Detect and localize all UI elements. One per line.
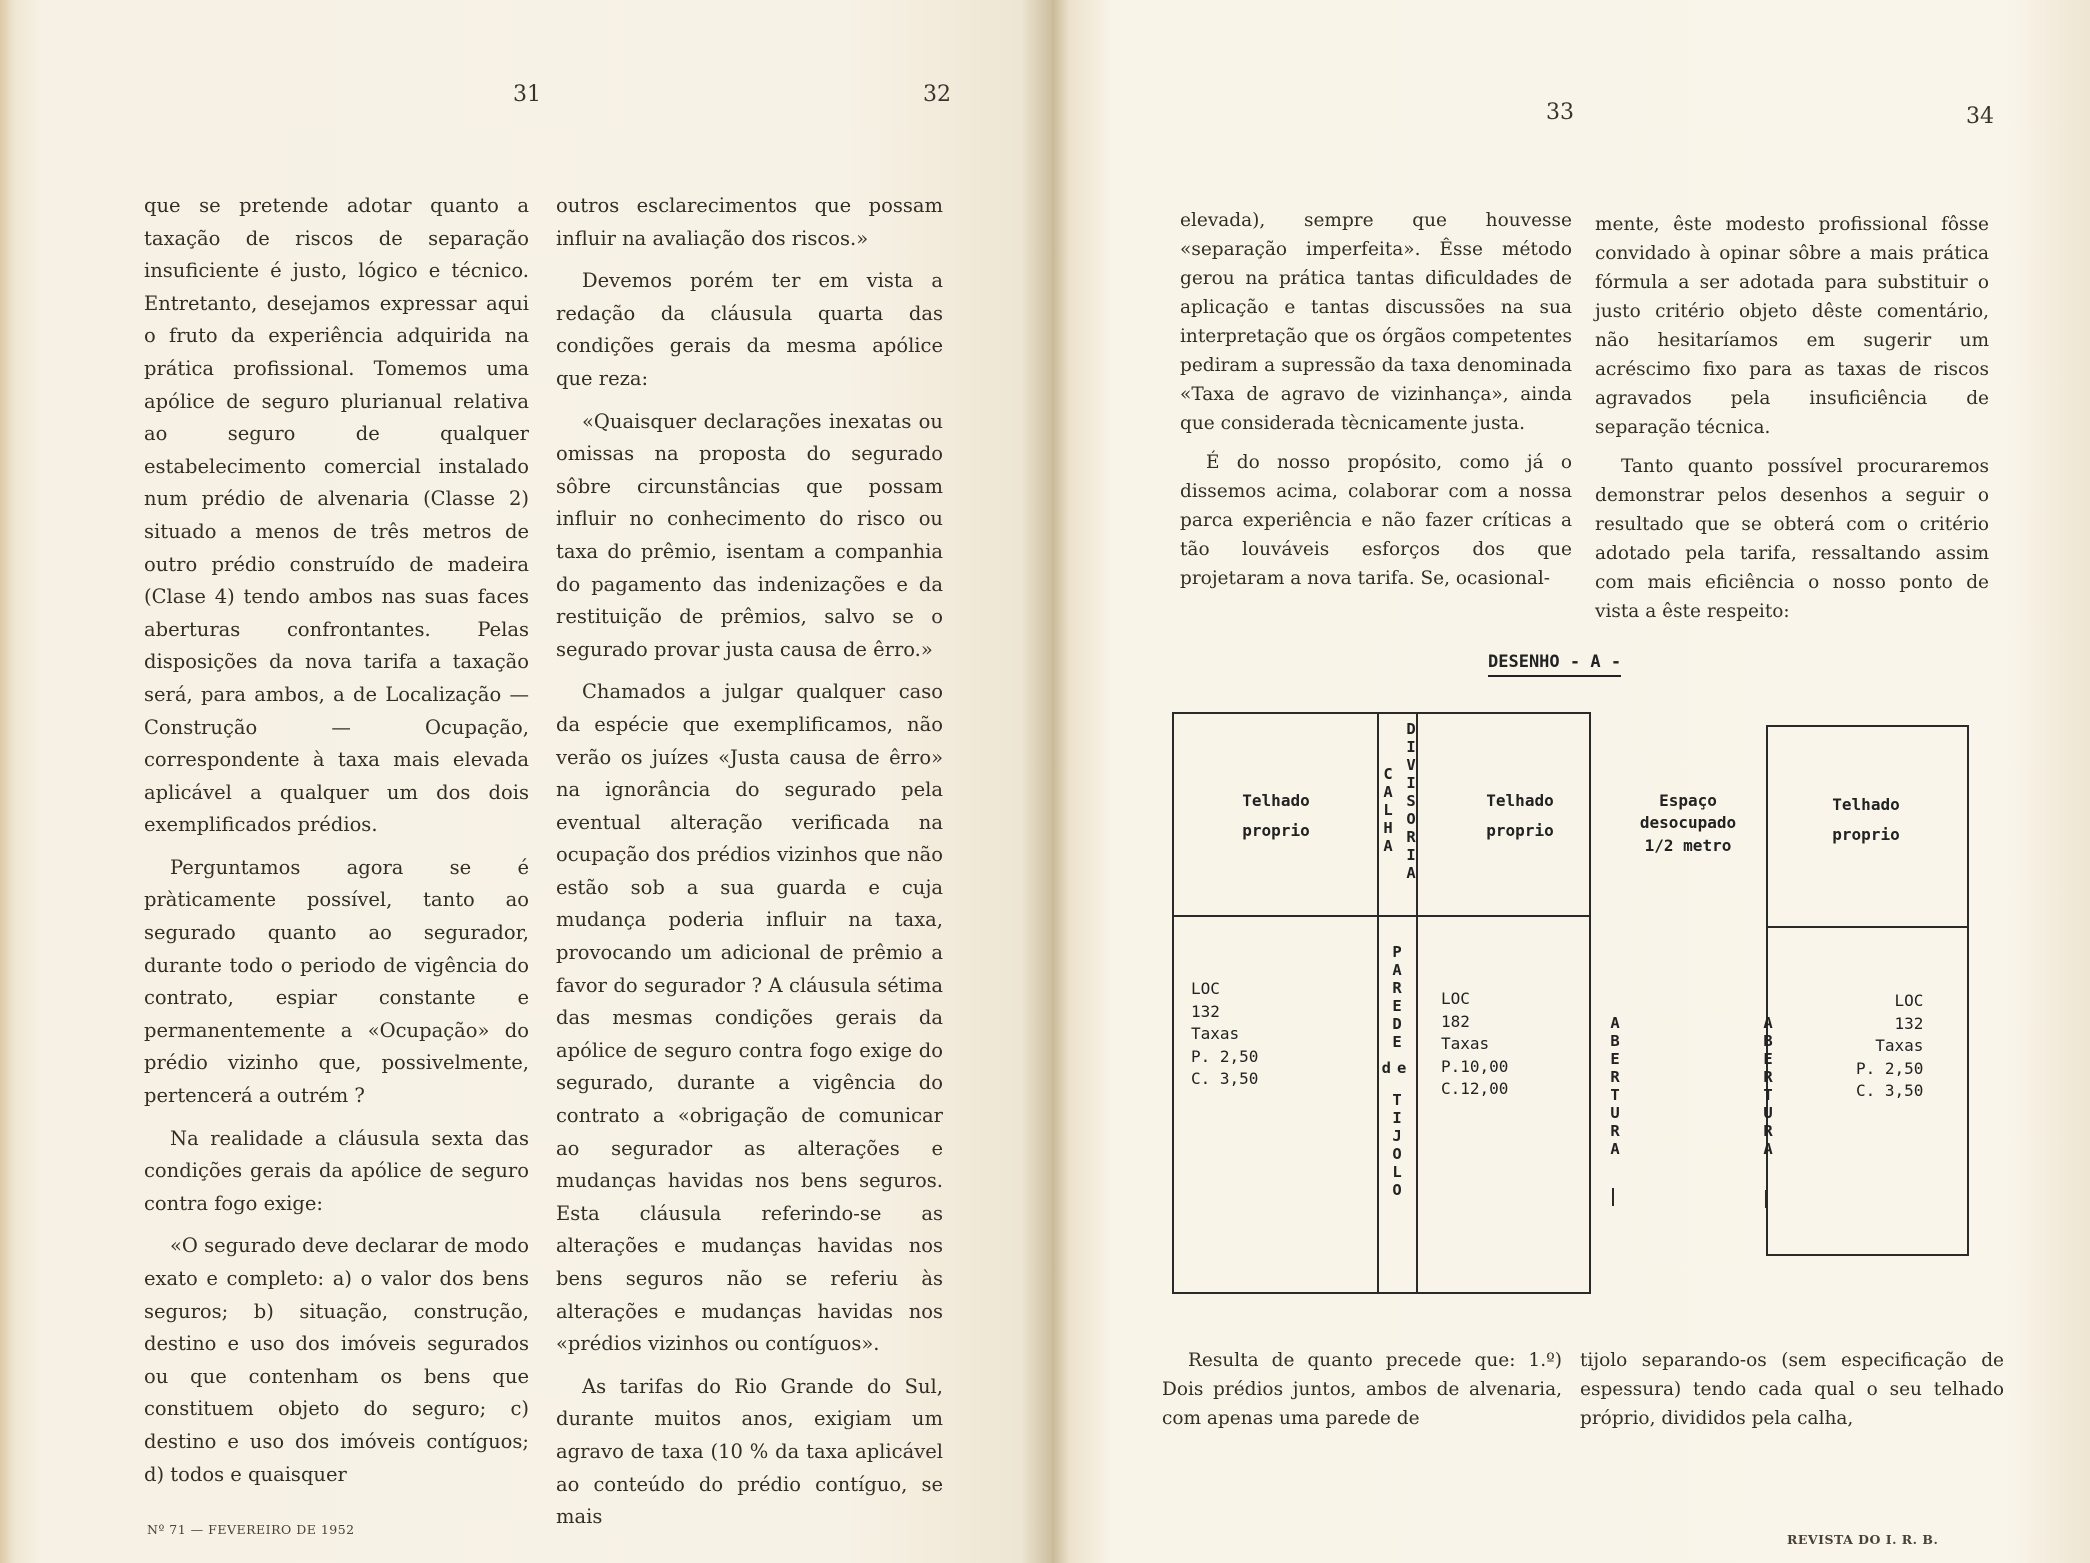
roof-label-1: Telhado proprio	[1242, 791, 1310, 841]
abertura-text-2: ABERTURA	[1759, 1014, 1777, 1158]
page-number-31: 31	[513, 82, 541, 107]
roof-label-2: Telhado proprio	[1486, 791, 1554, 841]
roof-label-3: Telhado proprio	[1832, 795, 1900, 845]
loc-block-1: LOC 132 Taxas P. 2,50 C. 3,50	[1191, 979, 1259, 1088]
parede-text-3: TIJOLO	[1388, 1091, 1406, 1199]
parede-text-2: de	[1381, 1059, 1413, 1077]
diagram-title: DESENHO - A -	[1488, 652, 1621, 677]
roof-line-left	[1172, 915, 1589, 917]
page31-paragraph-2: Perguntamos agora se é pràticamente possível, tanto ao segurado quanto ao segurador, durante todo o periodo de vigência do contrato, espiar constante e permanentemente a «Ocupação» do prédio vizinho que, possivelmente, pertencerá a outrém ?	[144, 855, 529, 1108]
calha-text: CALHA	[1379, 765, 1397, 855]
page32-paragraph-2: Devemos porém ter em vista a redação da cláusula quarta das condições gerais da mesma apólice que reza:	[556, 269, 943, 390]
page32-paragraph-3: Chamados a julgar qualquer caso da espécie que exemplificamos, não verão os juízes «Justa causa de êrro» na ignorância do segurado pela eventual alteração verificada na ocupação dos prédios vizinhos que não estão sob a sua guarda e cuja mudança poderia influir na taxa, provocando um adicional de prêmio a favor do segurador ? A cláusula sétima das mesmas condições gerais da apólice de seguro contra fogo exige do segurado, durante a vigência do contrato a «obrigação de comunicar ao segurador as alterações e mudanças havidas nos bens seguros. Esta cláusula referindo-se as alterações e mudanças havidas nos bens seguros não se referiu às alterações e mudanças havidas nos «prédios vizinhos ou contíguos».	[556, 680, 943, 1356]
calha-label	[1377, 765, 1397, 861]
page34-paragraph-1: mente, êste modesto profissional fôsse convidado à opinar sôbre a mais prática fórmula a ser adotada para substituir o justo critério objeto dêste comentário, não hesitaríamos em sugerir um acréscimo fixo para as taxas de riscos agravados pela insuficiência de separação técnica.	[1595, 214, 1989, 438]
espaco-label: Espaço desocupado 1/2 metro	[1639, 791, 1737, 855]
page33-paragraph-1: elevada), sempre que houvesse «separação imperfeita». Êsse método gerou na prática tantas dificuldades de aplicação e tantas discussões na sua interpretação que os órgãos competentes pediram a supressão da taxa denominada «Taxa de agravo de vizinhança», ainda que considerada tècnicamente justa.	[1180, 210, 1572, 434]
abertura-label-2	[1757, 1014, 1777, 1164]
page-number-32: 32	[923, 82, 951, 107]
parede-text-1: PAREDE	[1388, 943, 1406, 1051]
abertura-line-2	[1765, 1190, 1767, 1208]
abertura-label-1	[1604, 1014, 1624, 1164]
page31-quote: «O segurado deve declarar de modo exato e completo: a) o valor dos bens seguros; b) situação, construção, destino e uso dos imóveis segurados ou que contenham os bens que constituem objeto do seguro; c) destino e uso dos imóveis contíguos; d) todos e quaisquer	[144, 1234, 529, 1486]
page31-footer: Nº 71 — FEVEREIRO DE 1952	[147, 1522, 355, 1537]
page31-paragraph-1: que se pretende adotar quanto a taxação de riscos de separação insuficiente é justo, lógico e técnico. Entretanto, desejamos expressar aqui o fruto da experiência adquirida na prática profissional. Tomemos uma apólice de seguro plurianual relativa ao seguro de qualquer estabelecimento comercial instalado num prédio de alvenaria (Classe 2) situado a menos de três metros de outro prédio construído de madeira (Clase 4) tendo ambos nas suas faces aberturas confrontantes. Pelas disposições da nova tarifa a taxação será, para ambos, a de Localização — Construção — Ocupação, correspondente à taxa mais elevada aplicável a qualquer um dos dois exemplificados prédios.	[144, 194, 529, 837]
page-number-33: 33	[1546, 100, 1574, 125]
page34-paragraph-2: Tanto quanto possível procuraremos demonstrar pelos desenhos a seguir o resultado que se obterá com o critério adotado pela tarifa, ressaltando assim com mais eficiência o nosso ponto de vista a êste respeito:	[1595, 456, 1989, 622]
loc-block-2: LOC 182 Taxas P.10,00 C.12,00	[1441, 989, 1509, 1098]
page32-column	[556, 190, 943, 1544]
page32-paragraph-4: As tarifas do Rio Grande do Sul, durante muitos anos, exigiam um agravo de taxa (10 % da taxa aplicável ao conteúdo do prédio contíguo, se mais	[556, 1374, 943, 1529]
page31-column	[144, 190, 529, 1501]
loc-block-3: LOC 132 Taxas P. 2,50 C. 3,50	[1856, 991, 1924, 1100]
page34-bottom-paragraph: tijolo separando-os (sem especificação de espessura) tendo cada qual o seu telhado próprio, divididos pela calha,	[1580, 1350, 2004, 1429]
page33-paragraph-2: É do nosso propósito, como já o dissemos acima, colaborar com a nossa parca experiência e não fazer críticas a tão louváveis esforços dos que projetaram a nova tarifa. Se, ocasional-	[1180, 452, 1572, 589]
abertura-line-1	[1612, 1188, 1614, 1206]
page34-footer: REVISTA DO I. R. B.	[1787, 1532, 1939, 1547]
page34-column	[1595, 210, 1989, 636]
page31-paragraph-3: Na realidade a cláusula sexta das condições gerais da apólice de seguro contra fogo exige:	[144, 1126, 529, 1215]
page-number-34: 34	[1966, 104, 1994, 129]
page32-paragraph-1: outros esclarecimentos que possam influir na avaliação dos riscos.»	[556, 194, 943, 250]
divisoria-label	[1400, 720, 1420, 888]
page33-column	[1180, 206, 1572, 603]
page32-quote: «Quaisquer declarações inexatas ou omissas na proposta do segurado sôbre circunstâncias que possam influir no conhecimento do risco ou taxa do prêmio, isentam a companhia do pagamento das indenizações e da restituição de prêmios, salvo se o segurado provar justa causa de êrro.»	[556, 409, 943, 661]
page33-bottom-paragraph: Resulta de quanto precede que: 1.º) Dois prédios juntos, ambos de alvenaria, com apenas uma parede de	[1162, 1350, 1562, 1429]
roof-line-right	[1766, 926, 1967, 928]
abertura-text-1: ABERTURA	[1606, 1014, 1624, 1158]
parede-label	[1379, 943, 1415, 1199]
divisoria-text: DIVISORIA	[1402, 720, 1420, 882]
